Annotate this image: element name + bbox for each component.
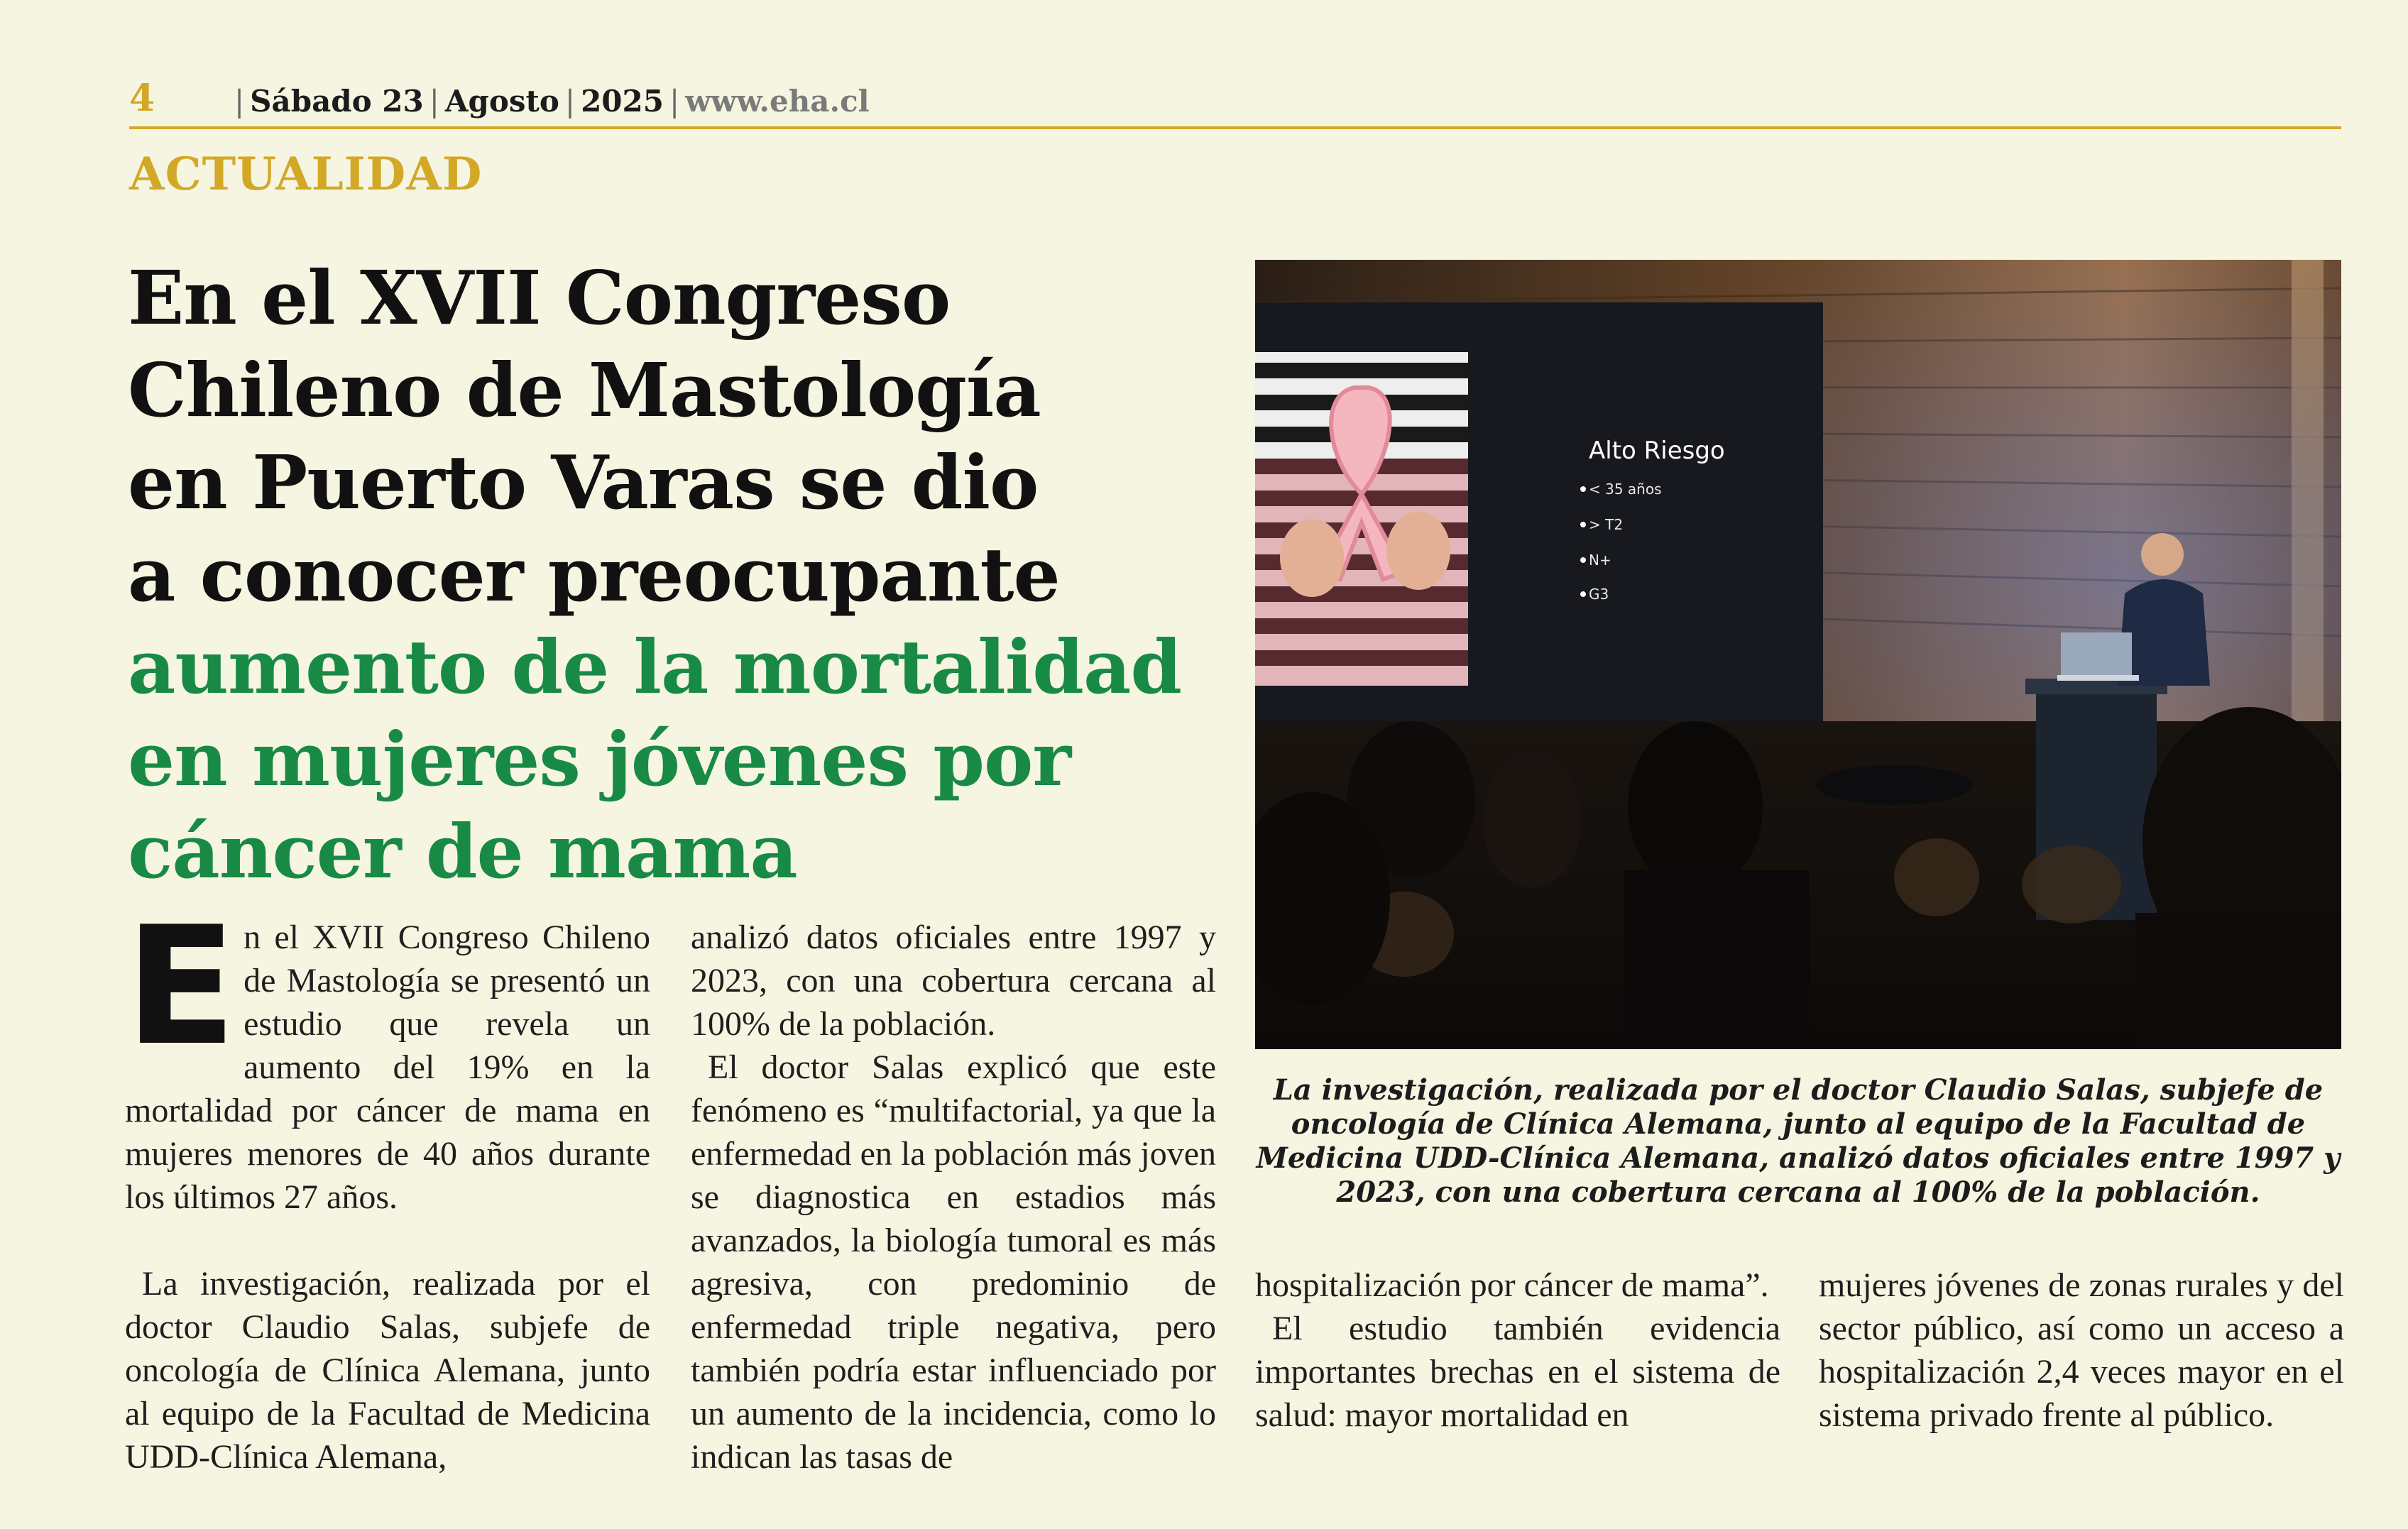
- slide-title: Alto Riesgo: [1589, 437, 1725, 465]
- slide-bullet-4: G3: [1589, 586, 1609, 603]
- site-url[interactable]: www.eha.cl: [685, 84, 870, 119]
- article-paragraph: [125, 892, 650, 1219]
- article-column-1: [125, 892, 650, 1479]
- date-line: | Sábado 23 | Agosto | 2025 | www.eha.cl: [234, 84, 870, 119]
- headline-line-4: a conocer preocupante: [128, 531, 1060, 618]
- article-text: n el XVII Congreso Chileno de Mastología se presentó un estudio que revela un aumento del 19% en la mortalidad por cáncer de mama en mujeres menores de 40 años durante los últimos 27 años.: [125, 919, 650, 1216]
- headline-line-6: en mujeres jóvenes por: [128, 716, 1071, 803]
- headline-line-1: En el XVII Congreso: [128, 254, 951, 341]
- conference-photo: [1255, 260, 2341, 1049]
- article-paragraph: hospitalización por cáncer de mama”.: [1255, 1266, 1769, 1304]
- headline-line-2: Chileno de Mastología: [128, 346, 1041, 434]
- article-paragraph: La investigación, realizada por el doctor Claudio Salas, subjefe de oncología de Clínica Alemana, junto al equipo de la Facultad de Medicina UDD-Clínica Alemana,: [125, 1265, 650, 1476]
- article-paragraph: mujeres jóvenes de zonas rurales y del sector público, así como un acceso a hospitalización 2,4 veces mayor en el sistema privado frente al público.: [1819, 1266, 2344, 1434]
- page-header: [129, 77, 2341, 129]
- article-column-4: [1819, 1264, 2344, 1437]
- article-paragraph: El doctor Salas explicó que este fenómeno es “multifactorial, ya que la enfermedad en la población más joven se diagnostica en estadios más avanzados, la biología tumoral es más agresiva, con predominio de enfermedad triple negativa, pero también podría estar influenciado por un aumento de la incidencia, como lo indican las tasas de: [691, 1048, 1216, 1476]
- article-column-2: [691, 916, 1216, 1479]
- article-paragraph: El estudio también evidencia importantes brechas en el sistema de salud: mayor mortalidad en: [1255, 1310, 1780, 1434]
- issue-year: 2025: [581, 84, 664, 119]
- photo-caption: La investigación, realizada por el doctor Claudio Salas, subjefe de oncología de Clínica Alemana, junto al equipo de la Facultad de Medicina UDD-Clínica Alemana, analizó datos oficiales entre 1997 y 2023, con una cobertura cercana al 100% de la población.: [1256, 1073, 2341, 1209]
- issue-date: Sábado 23: [250, 84, 424, 119]
- headline-line-7: cáncer de mama: [128, 808, 797, 895]
- headline-line-5: aumento de la mortalidad: [128, 623, 1182, 711]
- slide-bullet-3: N+: [1589, 552, 1611, 569]
- headline-line-3: en Puerto Varas se dio: [128, 439, 1039, 526]
- page-number: 4: [129, 77, 155, 120]
- drop-cap: E: [125, 892, 237, 1082]
- article-column-3: [1255, 1264, 1780, 1437]
- article-paragraph: analizó datos oficiales entre 1997 y 2023, con una cobertura cercana al 100% de la población.: [691, 919, 1216, 1043]
- slide-bullet-2: > T2: [1589, 516, 1624, 533]
- section-label: ACTUALIDAD: [129, 148, 483, 201]
- headline: [128, 252, 1249, 898]
- issue-month: Agosto: [444, 84, 559, 119]
- slide-bullet-1: < 35 años: [1589, 481, 1662, 498]
